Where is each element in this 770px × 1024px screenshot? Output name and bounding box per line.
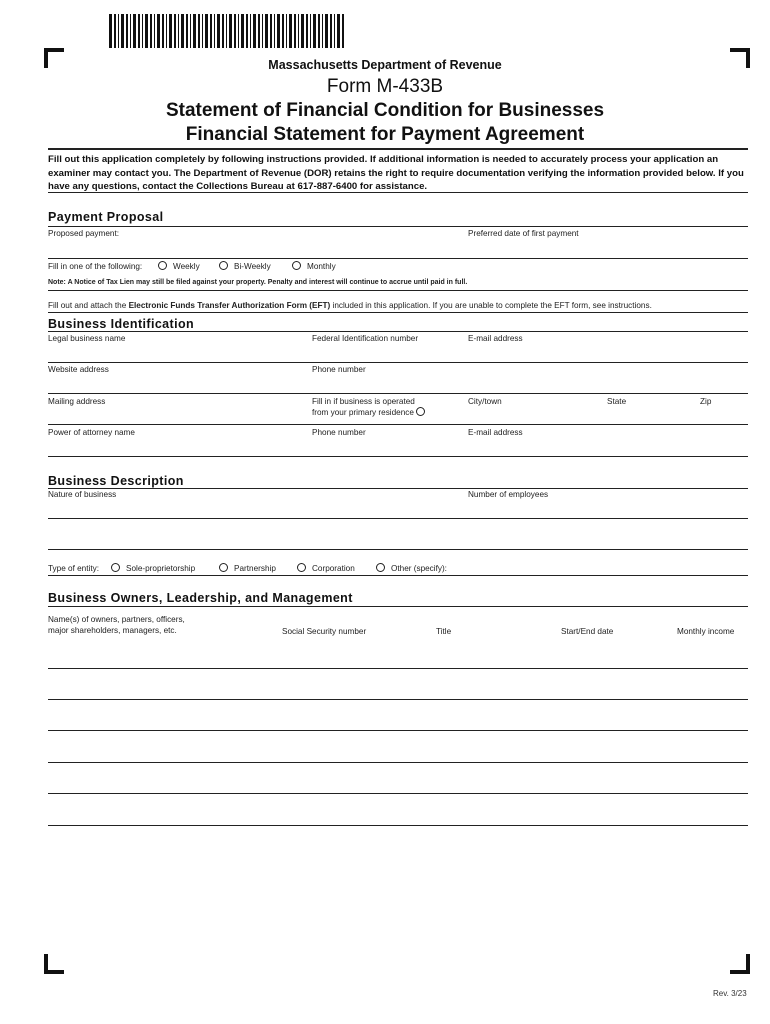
preferred-date-field[interactable]: Preferred date of first payment [468, 229, 579, 238]
power-of-attorney-field[interactable]: Power of attorney name [48, 428, 135, 437]
corner-mark-bottom-right [730, 954, 750, 974]
title-column: Title [436, 627, 452, 636]
barcode [109, 14, 345, 48]
owner-row-line[interactable] [48, 668, 748, 669]
nature-of-business-field[interactable]: Nature of business [48, 490, 117, 499]
owner-name-column: Name(s) of owners, partners, officers, major shareholders, managers, etc. [48, 615, 185, 635]
field-rule [48, 456, 748, 457]
section-heading-business-owners: Business Owners, Leadership, and Management [48, 591, 353, 605]
email-field[interactable]: E-mail address [468, 334, 523, 343]
poa-email-field[interactable]: E-mail address [468, 428, 523, 437]
department-name: Massachusetts Department of Revenue [268, 58, 502, 72]
mailing-address-field[interactable]: Mailing address [48, 397, 106, 406]
intro-divider [48, 192, 748, 193]
primary-residence-checkbox[interactable]: Fill in if business is operated from your primary residence [312, 396, 442, 418]
section-heading-payment-proposal: Payment Proposal [48, 210, 164, 224]
owner-row-line[interactable] [48, 793, 748, 794]
owner-row-line[interactable] [48, 730, 748, 731]
field-rule [48, 393, 748, 394]
federal-id-field[interactable]: Federal Identification number [312, 334, 419, 343]
field-rule [48, 518, 748, 519]
poa-phone-field[interactable]: Phone number [312, 428, 366, 437]
intro-instructions: Fill out this application completely by following instructions provided. If additional information is needed to accurately process your application an examiner may contact you. The Department of Revenue (DOR) retains the right to require documentation verifying the information provided below. If you have any questions, contact the Collections Bureau at 617-887-6400 for assistance. [48, 154, 744, 192]
ssn-column: Social Security number [282, 627, 367, 636]
radio-circle-icon [292, 261, 301, 270]
radio-circle-icon [219, 261, 228, 270]
start-end-date-column: Start/End date [561, 627, 614, 636]
number-of-employees-field[interactable]: Number of employees [468, 490, 549, 499]
radio-circle-icon [376, 563, 385, 572]
eft-instructions: Fill out and attach the Electronic Funds Transfer Authorization Form (EFT) included in this application. If you are unable to complete the EFT form, see instructions. [48, 301, 652, 310]
form-title-line-2: Financial Statement for Payment Agreement [185, 124, 585, 145]
field-rule [48, 362, 748, 363]
legal-business-name-field[interactable]: Legal business name [48, 334, 126, 343]
owner-row-line[interactable] [48, 762, 748, 763]
entity-option-other[interactable]: Other (specify): [376, 563, 447, 573]
section-rule [48, 226, 748, 227]
city-field[interactable]: City/town [468, 397, 502, 406]
frequency-option-monthly[interactable]: Monthly [292, 261, 336, 271]
zip-field[interactable]: Zip [700, 397, 712, 406]
entity-option-corporation[interactable]: Corporation [297, 563, 355, 573]
form-title [0, 99, 770, 147]
field-rule [48, 424, 748, 425]
header-divider [48, 148, 748, 150]
frequency-prompt: Fill in one of the following: [48, 262, 143, 271]
section-rule [48, 488, 748, 489]
entity-option-partnership[interactable]: Partnership [219, 563, 276, 573]
entity-option-sole-proprietorship[interactable]: Sole-proprietorship [111, 563, 195, 573]
phone-field[interactable]: Phone number [312, 365, 366, 374]
frequency-option-weekly[interactable]: Weekly [158, 261, 200, 271]
corner-mark-bottom-left [44, 954, 64, 974]
monthly-income-column: Monthly income [677, 627, 735, 636]
radio-circle-icon [219, 563, 228, 572]
frequency-option-bi-weekly[interactable]: Bi-Weekly [219, 261, 271, 271]
state-field[interactable]: State [607, 397, 627, 406]
tax-lien-note: Note: A Notice of Tax Lien may still be filed against your property. Penalty and interest will continue to accrue until paid in full. [48, 279, 468, 286]
radio-circle-icon [297, 563, 306, 572]
eft-form-link[interactable]: Electronic Funds Transfer Authorization Form (EFT) [128, 301, 331, 310]
proposed-payment-field[interactable]: Proposed payment: [48, 229, 120, 238]
radio-circle-icon [158, 261, 167, 270]
owner-row-line[interactable] [48, 825, 748, 826]
entity-type-prompt: Type of entity: [48, 564, 99, 573]
field-rule [48, 258, 748, 259]
owner-row-line[interactable] [48, 699, 748, 700]
field-rule [48, 575, 748, 576]
website-field[interactable]: Website address [48, 365, 109, 374]
form-number: Form M-433B [326, 76, 444, 97]
field-rule [48, 549, 748, 550]
section-heading-business-identification: Business Identification [48, 317, 195, 331]
section-rule [48, 606, 748, 607]
radio-circle-icon [416, 407, 425, 416]
field-rule [48, 290, 748, 291]
form-title-line-1: Statement of Financial Condition for Businesses [165, 100, 605, 121]
field-rule [48, 312, 748, 313]
radio-circle-icon [111, 563, 120, 572]
section-heading-business-description: Business Description [48, 474, 184, 488]
section-rule [48, 331, 748, 332]
revision-date: Rev. 3/23 [713, 989, 747, 998]
